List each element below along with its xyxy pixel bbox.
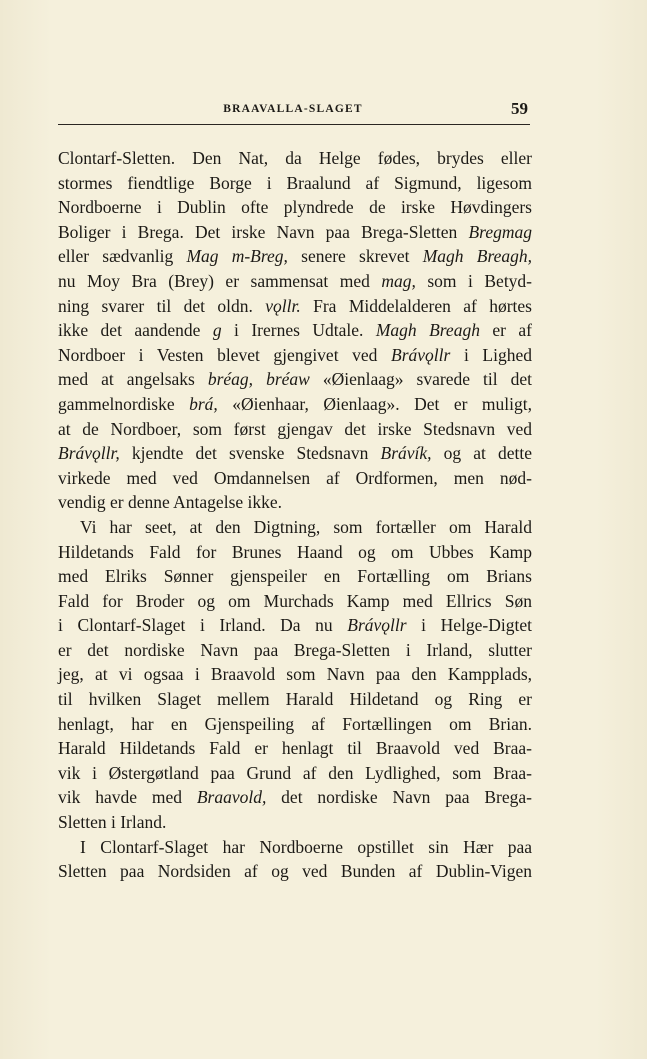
text-segment: ning svarer til det oldn. (58, 295, 266, 316)
text-line (58, 269, 532, 294)
text-line (58, 835, 532, 860)
italic-term: Mag m-Breg, (186, 246, 288, 267)
page-number: 59 (511, 99, 528, 118)
text-segment: eller sædvanlig (58, 246, 187, 267)
body-text (58, 146, 532, 884)
text-segment: med Elriks Sønner gjenspeiler en Fortælling om Brians (58, 566, 532, 587)
italic-term: Magh Breagh, (422, 246, 532, 267)
running-title: BRAAVALLA-SLAGET (223, 103, 363, 115)
text-line (58, 367, 532, 392)
text-line (58, 343, 532, 368)
header-rule (58, 124, 530, 125)
text-segment: vendig er denne Antagelse ikke. (58, 492, 283, 513)
text-segment: «Øienlaag» svarede til det (309, 369, 532, 390)
italic-term: Bregmag (468, 221, 532, 242)
text-line (58, 540, 532, 565)
text-segment: i Clontarf-Slaget i Irland. Da nu (58, 615, 348, 636)
text-segment: at de Nordboer, som først gjengav det irske Stedsnavn ved (58, 418, 532, 439)
text-line (58, 490, 532, 515)
text-segment: og at dette (431, 443, 533, 464)
text-line (58, 392, 532, 417)
page-header (58, 99, 528, 121)
italic-term: Brávǫllr (347, 615, 407, 636)
text-line (58, 810, 532, 835)
text-line (58, 638, 532, 663)
text-line (58, 736, 532, 761)
text-segment: «Øienhaar, Øienlaag». Det er muligt, (217, 393, 532, 414)
text-segment: I Clontarf-Slaget har Nordboerne opstillet sin Hær paa (80, 836, 532, 857)
italic-term: bréag, bréaw (207, 369, 310, 390)
italic-term: Brávǫllr (391, 344, 451, 365)
text-segment: til hvilken Slaget mellem Harald Hildetand og Ring er (58, 689, 532, 710)
text-segment: Fald for Broder og om Murchads Kamp med Ellrics Søn (58, 590, 532, 611)
text-segment: henlagt, har en Gjenspeiling af Fortællingen om Brian. (58, 713, 532, 734)
italic-term: Brávǫllr, (58, 443, 120, 464)
text-segment: er af (479, 320, 533, 341)
text-segment: vik havde med (58, 787, 197, 808)
text-line (58, 146, 532, 171)
text-line (58, 318, 532, 343)
text-segment: i Helge-Digtet (406, 615, 532, 636)
italic-term: Brávík, (380, 443, 432, 464)
text-segment: i Lighed (450, 344, 532, 365)
text-line (58, 785, 532, 810)
text-line (58, 589, 532, 614)
text-segment: Harald Hildetands Fald er henlagt til Braavold ved Braa- (58, 738, 532, 759)
text-segment: vik i Østergøtland paa Grund af den Lydlighed, som Braa- (58, 762, 532, 783)
text-line (58, 515, 532, 540)
text-line (58, 220, 532, 245)
italic-term: g (212, 320, 222, 341)
text-segment: Fra Middelalderen af hørtes (300, 295, 532, 316)
text-segment: nu Moy Bra (Brey) er sammensat med (58, 270, 382, 291)
text-segment: Nordboer i Vesten blevet gjengivet ved (58, 344, 392, 365)
italic-term: mag, (381, 270, 416, 291)
text-segment: Hildetands Fald for Brunes Haand og om Ubbes Kamp (58, 541, 532, 562)
text-line (58, 662, 532, 687)
text-segment: jeg, at vi ogsaa i Braavold som Navn paa den Kampplads, (58, 664, 532, 685)
text-segment: er det nordiske Navn paa Brega-Sletten i Irland, slutter (58, 639, 532, 660)
text-line (58, 195, 532, 220)
text-segment: Sletten paa Nordsiden af og ved Bunden af Dublin-Vigen (58, 861, 532, 882)
text-segment: ikke det aandende (58, 320, 213, 341)
text-segment: Sletten i Irland. (58, 812, 167, 833)
italic-term: brá, (189, 393, 218, 414)
text-line (58, 712, 532, 737)
text-segment: senere skrevet (287, 246, 423, 267)
text-segment: i Irernes Udtale. (221, 320, 376, 341)
text-line (58, 417, 532, 442)
text-line (58, 613, 532, 638)
italic-term: Braavold, (196, 787, 267, 808)
text-line (58, 244, 532, 269)
text-segment: Clontarf-Sletten. Den Nat, da Helge fødes, brydes eller (58, 148, 532, 168)
text-segment: stormes fiendtlige Borge i Braalund af Sigmund, ligesom (58, 172, 532, 193)
text-segment: med at angelsaks (58, 369, 208, 390)
text-line (58, 761, 532, 786)
text-line (58, 441, 532, 466)
text-segment: Boliger i Brega. Det irske Navn paa Brega-Sletten (58, 221, 469, 242)
text-line (58, 687, 532, 712)
text-line (58, 859, 532, 884)
italic-term: Magh Breagh (375, 320, 480, 341)
text-segment: som i Betyd- (415, 270, 533, 291)
text-segment: Nordboerne i Dublin ofte plyndrede de irske Høvdingers (58, 197, 532, 218)
text-segment: virkede med ved Omdannelsen af Ordformen, men nød- (58, 467, 532, 488)
text-segment: det nordiske Navn paa Brega- (266, 787, 532, 808)
text-segment: gammelnordiske (58, 393, 190, 414)
text-line (58, 171, 532, 196)
text-line (58, 466, 532, 491)
text-segment: kjendte det svenske Stedsnavn (119, 443, 381, 464)
text-line (58, 294, 532, 319)
text-line (58, 564, 532, 589)
italic-term: vǫllr. (265, 295, 301, 316)
text-segment: Vi har seet, at den Digtning, som fortæller om Harald (80, 516, 532, 537)
